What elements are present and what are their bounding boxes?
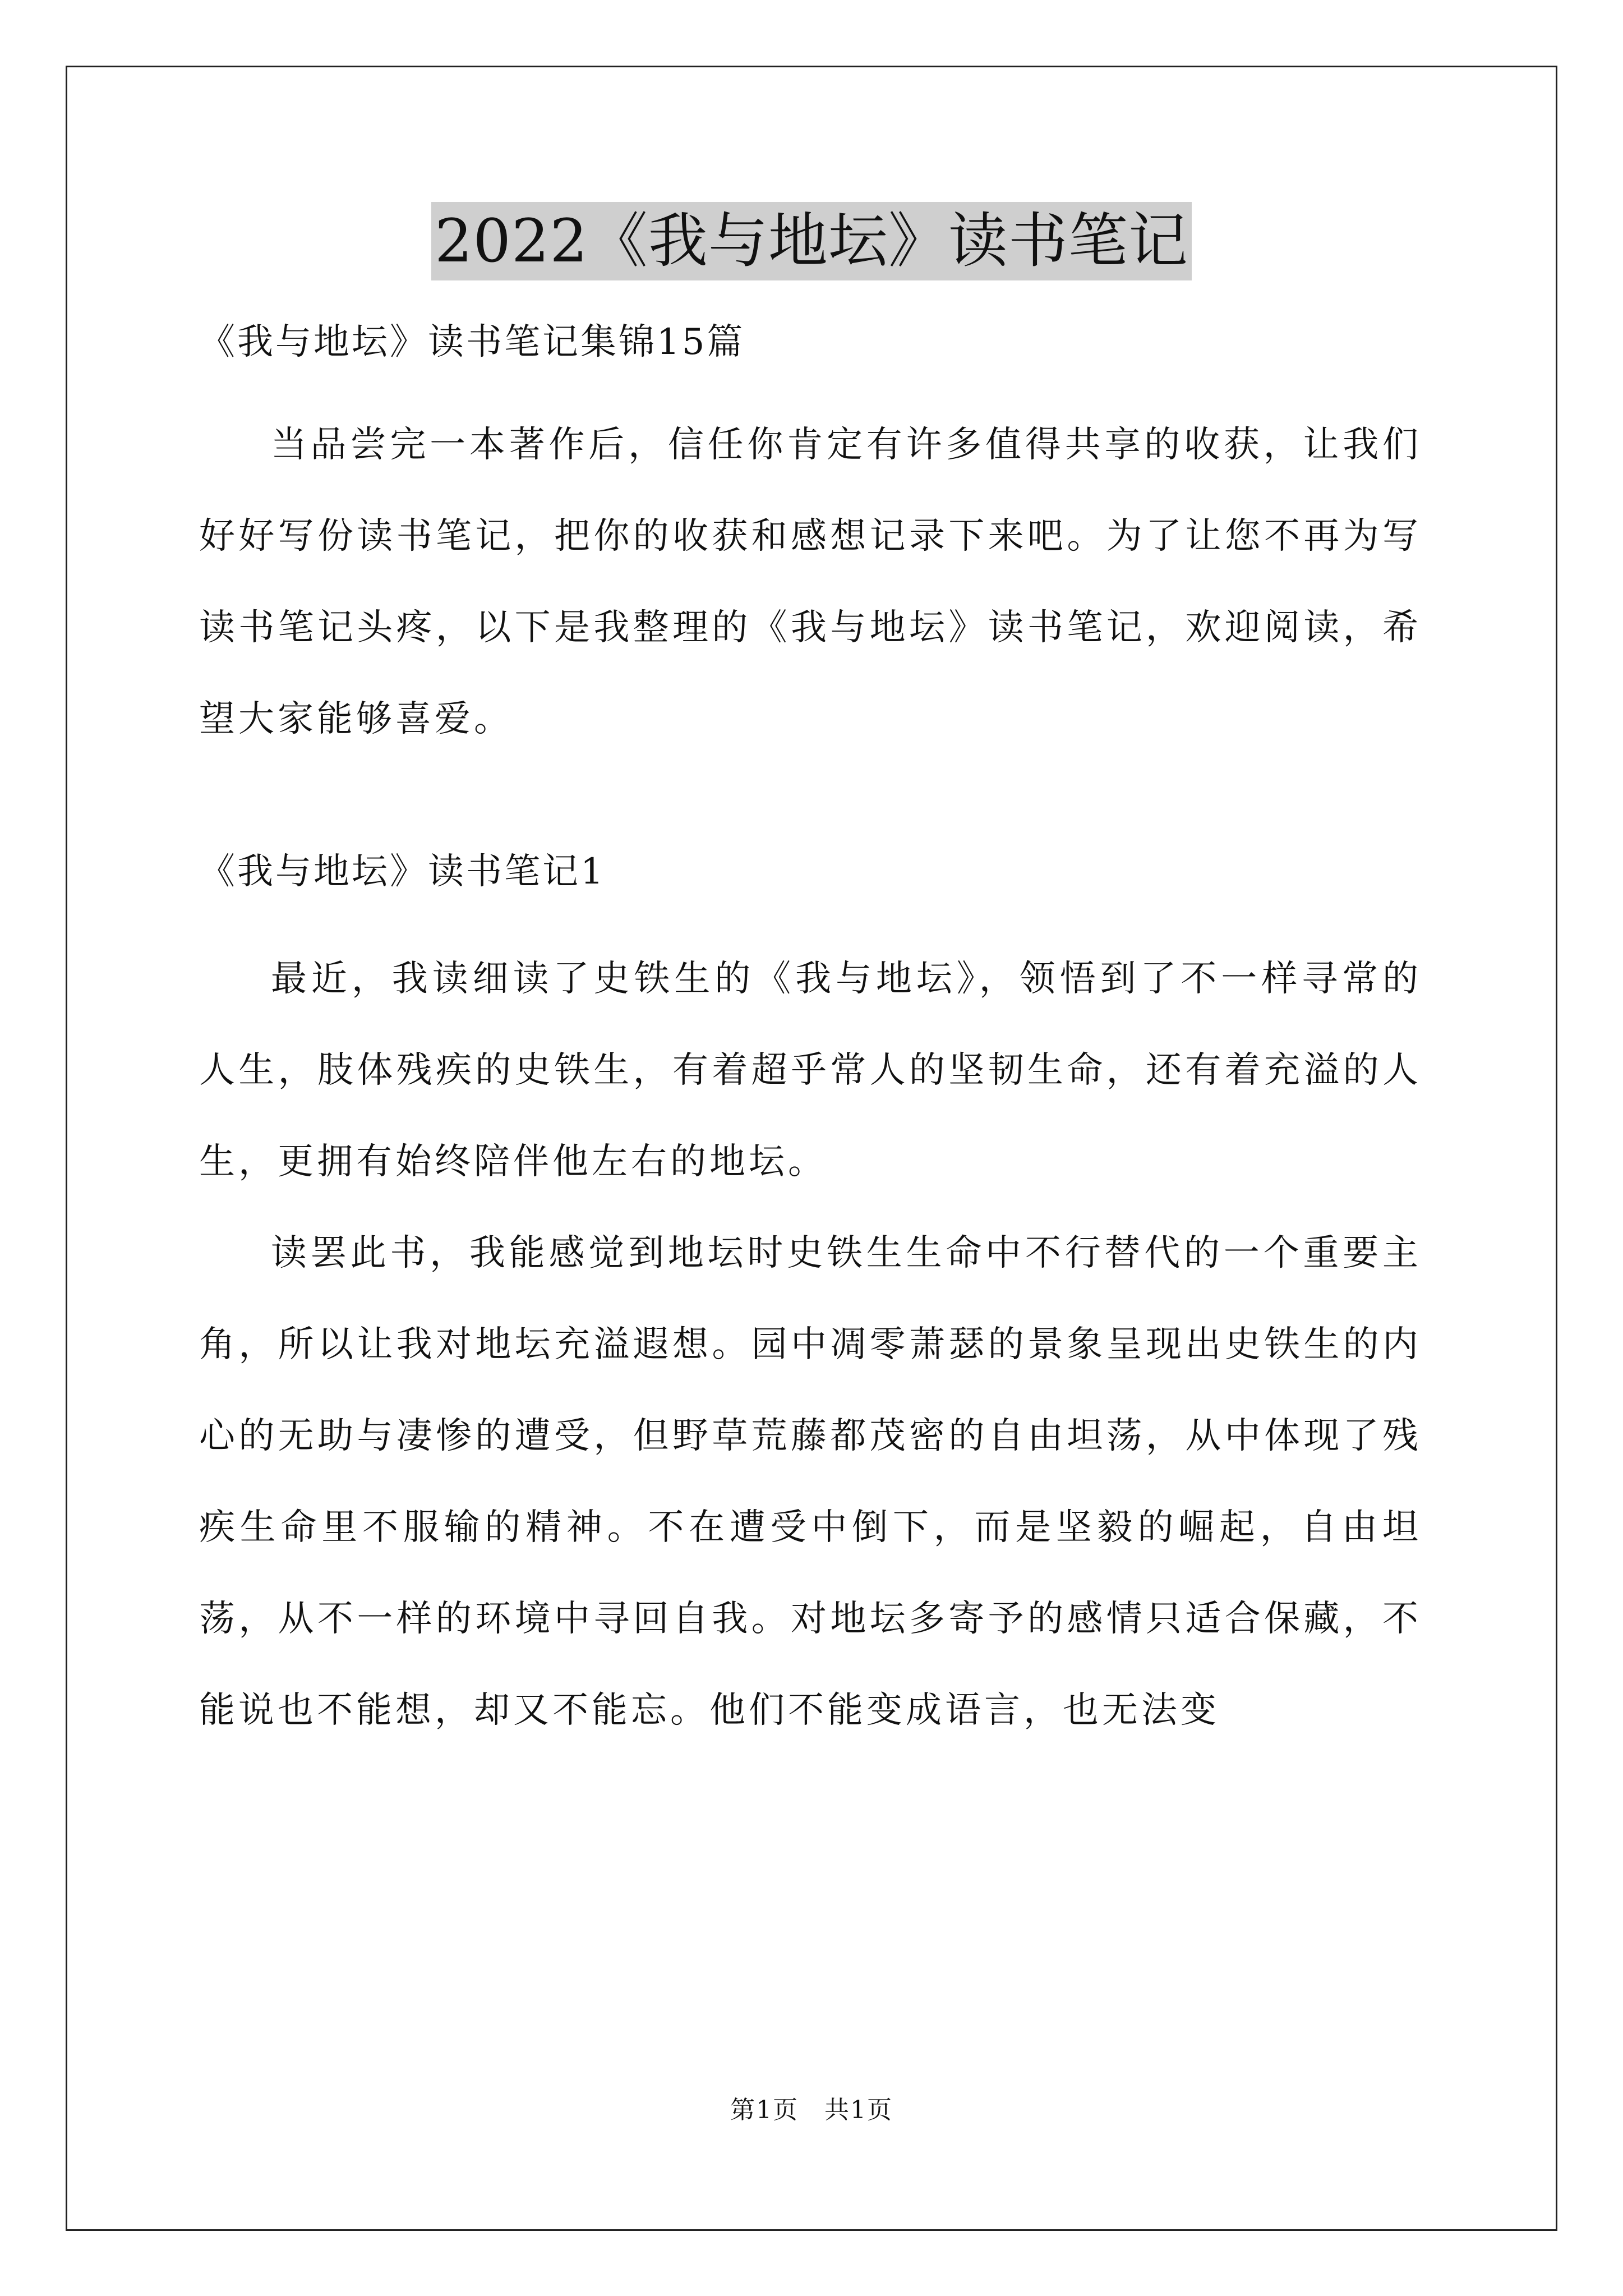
page-footer: 第1页 共1页 xyxy=(730,2096,893,2124)
document-title-wrapper xyxy=(0,202,1623,280)
section-paragraph: 最近，我读细读了史铁生的《我与地坛》，领悟到了不一样寻常的人生，肢体残疾的史铁生，有着超乎常人的坚韧生命，还有着充溢的人生，更拥有始终陪伴他左右的地坛。 xyxy=(199,958,1422,1182)
document-title: 2022《我与地坛》读书笔记 xyxy=(431,202,1192,280)
collection-heading: 《我与地坛》读书笔记集锦15篇 xyxy=(199,321,745,363)
intro-paragraph: 当品尝完一本著作后，信任你肯定有许多值得共享的收获，让我们好好写份读书笔记，把你的收获和感想记录下来吧。为了让您不再为写读书笔记头疼，以下是我整理的《我与地坛》读书笔记，欢迎阅读，希望大家能够喜爱。 xyxy=(199,424,1422,740)
section-paragraph: 读罢此书，我能感觉到地坛时史铁生生命中不行替代的一个重要主角，所以让我对地坛充溢遐想。园中凋零萧瑟的景象呈现出史铁生的内心的无助与凄惨的遭受，但野草荒藤都茂密的自由坦荡，从中体现了残疾生命里不服输的精神。不在遭受中倒下，而是坚毅的崛起，自由坦荡，从不一样的环境中寻回自我。对地坛多寄予的感情只适合保藏，不能说也不能想，却又不能忘。他们不能变成语言，也无法变 xyxy=(199,1232,1422,1731)
section-heading: 《我与地坛》读书笔记1 xyxy=(199,851,606,892)
document-body xyxy=(199,314,1422,1756)
